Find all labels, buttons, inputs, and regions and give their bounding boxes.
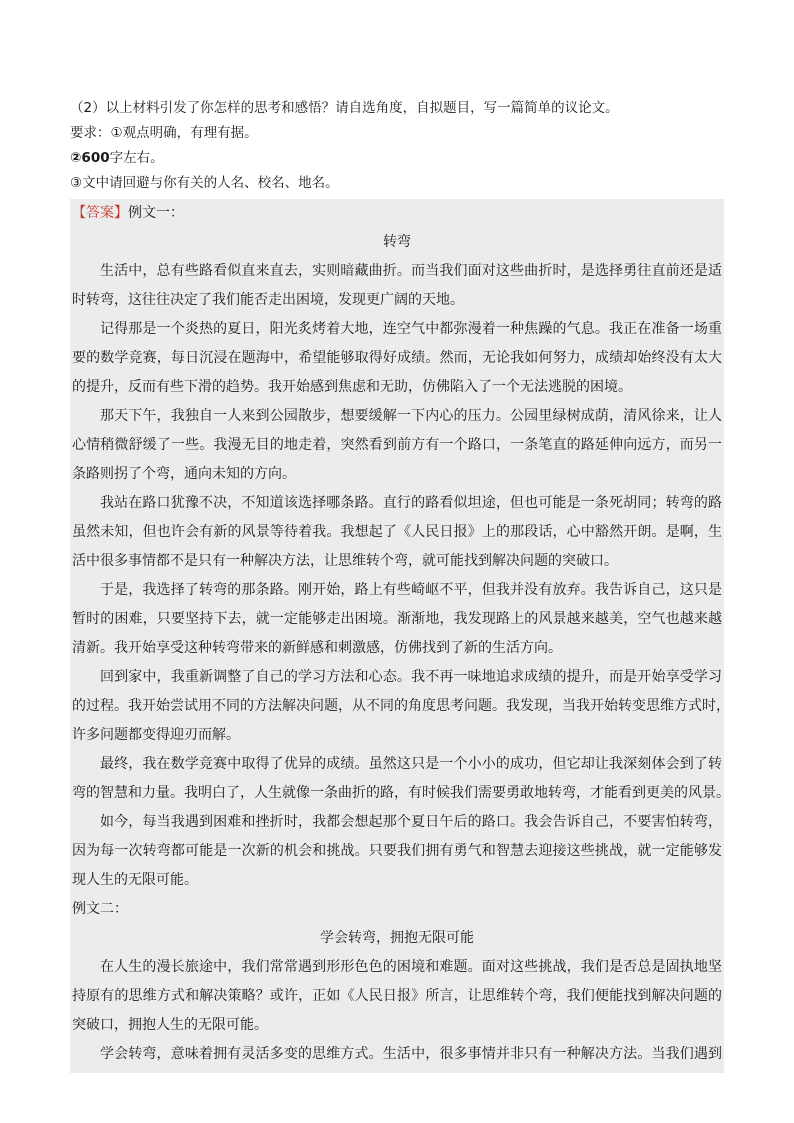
essay-1-line: 记得那是一个炎热的夏日，阳光炙烤着大地，连空气中都弥漫着一种焦躁的气息。我正在准备一场重: [100, 321, 722, 337]
essay-1-line: 时转弯，这往往决定了我们能否走出困境，发现更广阔的天地。: [72, 292, 464, 308]
essay-1-title: 转弯: [383, 234, 411, 250]
essay-1-line: 如今，每当我遇到困难和挫折时，我都会想起那个夏日午后的路口。我会告诉自己，不要害怕转弯，: [100, 814, 722, 830]
essay-2-line: 在人生的漫长旅途中，我们常常遇到形形色色的困境和难题。面对这些挑战，我们是否总是固执地坚: [100, 959, 722, 975]
essay-2-line: 突破口，拥抱人生的无限可能。: [72, 1017, 268, 1033]
requirement-1-text: ①观点明确，有理有据。: [110, 125, 258, 141]
essay-1-line: 条路则拐了个弯，通向未知的方向。: [72, 466, 296, 482]
essay-1-line: 我站在路口犹豫不决，不知道该选择哪条路。直行的路看似坦途，但也可能是一条死胡同；转弯的路: [100, 495, 722, 511]
essay-1-line: 现人生的无限可能。: [72, 872, 198, 888]
question-prompt: （2）以上材料引发了你怎样的思考和感悟？请自选角度，自拟题目，写一篇简单的议论文。: [70, 100, 619, 116]
requirement-2: [70, 146, 724, 171]
answer-header: [72, 199, 722, 228]
essay-1-line: 最终，我在数学竞赛中取得了优异的成绩。虽然这只是一个小小的成功，但它却让我深刻体会到了转: [100, 756, 722, 772]
essay-1-line: 要的数学竞赛，每日沉浸在题海中，希望能够取得好成绩。然而，无论我如何努力，成绩却始终没有太大: [72, 350, 722, 366]
essay-1-line: 虽然未知，但也许会有新的风景等待着我。我想起了《人民日报》上的那段话，心中豁然开朗。是啊，生: [72, 524, 722, 540]
essay-1-line: 暂时的困难，只要坚持下去，就一定能够走出困境。渐渐地，我发现路上的风景越来越美，空气也越来越: [72, 611, 722, 627]
essay-1-line: 许多问题都变得迎刃而解。: [72, 727, 240, 743]
example-2-label: 例文二：: [72, 901, 128, 917]
essay-1-line: 的提升，反而有些下滑的趋势。我开始感到焦虑和无助，仿佛陷入了一个无法逃脱的困境。: [72, 379, 632, 395]
essay-1-line: 活中很多事情都不是只有一种解决方法，让思维转个弯，就可能找到解决问题的突破口。: [72, 553, 618, 569]
essay-1-line: 心情稍微舒缓了一些。我漫无目的地走着，突然看到前方有一个路口，一条笔直的路延伸向远方，而另一: [72, 437, 722, 453]
requirement-3: ③文中请回避与你有关的人名、校名、地名。: [70, 175, 339, 191]
essay-1-line: 生活中，总有些路看似直来直去，实则暗藏曲折。而当我们面对这些曲折时，是选择勇往直前还是适: [100, 263, 722, 279]
essay-2-title: 学会转弯，拥抱无限可能: [320, 930, 474, 946]
essay-1-line: 的过程。我开始尝试用不同的方法解决问题，从不同的角度思考问题。我发现，当我开始转变思维方式时，: [72, 698, 730, 714]
requirement-label: 要求：: [70, 125, 111, 141]
requirement-2-text: 字左右。: [109, 150, 164, 166]
answer-block: [70, 199, 730, 1073]
essay-1-line: 回到家中，我重新调整了自己的学习方法和心态。我不再一味地追求成绩的提升，而是开始享受学习: [100, 669, 722, 685]
essay-1-line: 于是，我选择了转弯的那条路。刚开始，路上有些崎岖不平，但我并没有放弃。我告诉自己，这只是: [100, 582, 722, 598]
essay-1-body: [72, 257, 730, 895]
essay-1-line: 弯的智慧和力量。我明白了，人生就像一条曲折的路，有时候我们需要勇敢地转弯，才能看到更美的风景。: [72, 785, 730, 801]
document-page: [70, 96, 730, 1073]
essay-1-line: 清新。我开始享受这种转弯带来的新鲜感和刺激感，仿佛找到了新的生活方向。: [72, 640, 562, 656]
essay-2-line: 学会转弯，意味着拥有灵活多变的思维方式。生活中，很多事情并非只有一种解决方法。当我们遇到: [100, 1046, 722, 1062]
requirement-2-number: ②600: [70, 150, 110, 166]
essay-1-line: 因为每一次转弯都可能是一次新的机会和挑战。只要我们拥有勇气和智慧去迎接这些挑战，就一定能够发: [72, 843, 722, 859]
requirement-1: [70, 121, 724, 146]
essay-2-line: 持原有的思维方式和解决策略？或许，正如《人民日报》所言，让思维转个弯，我们便能找到解决问题的: [72, 988, 722, 1004]
answer-tag: 【答案】: [72, 205, 128, 221]
example-1-label: 例文一：: [128, 205, 184, 221]
essay-1-line: 那天下午，我独自一人来到公园散步，想要缓解一下内心的压力。公园里绿树成荫，清风徐来，让人: [100, 408, 722, 424]
essay-2-body: [72, 953, 722, 1069]
